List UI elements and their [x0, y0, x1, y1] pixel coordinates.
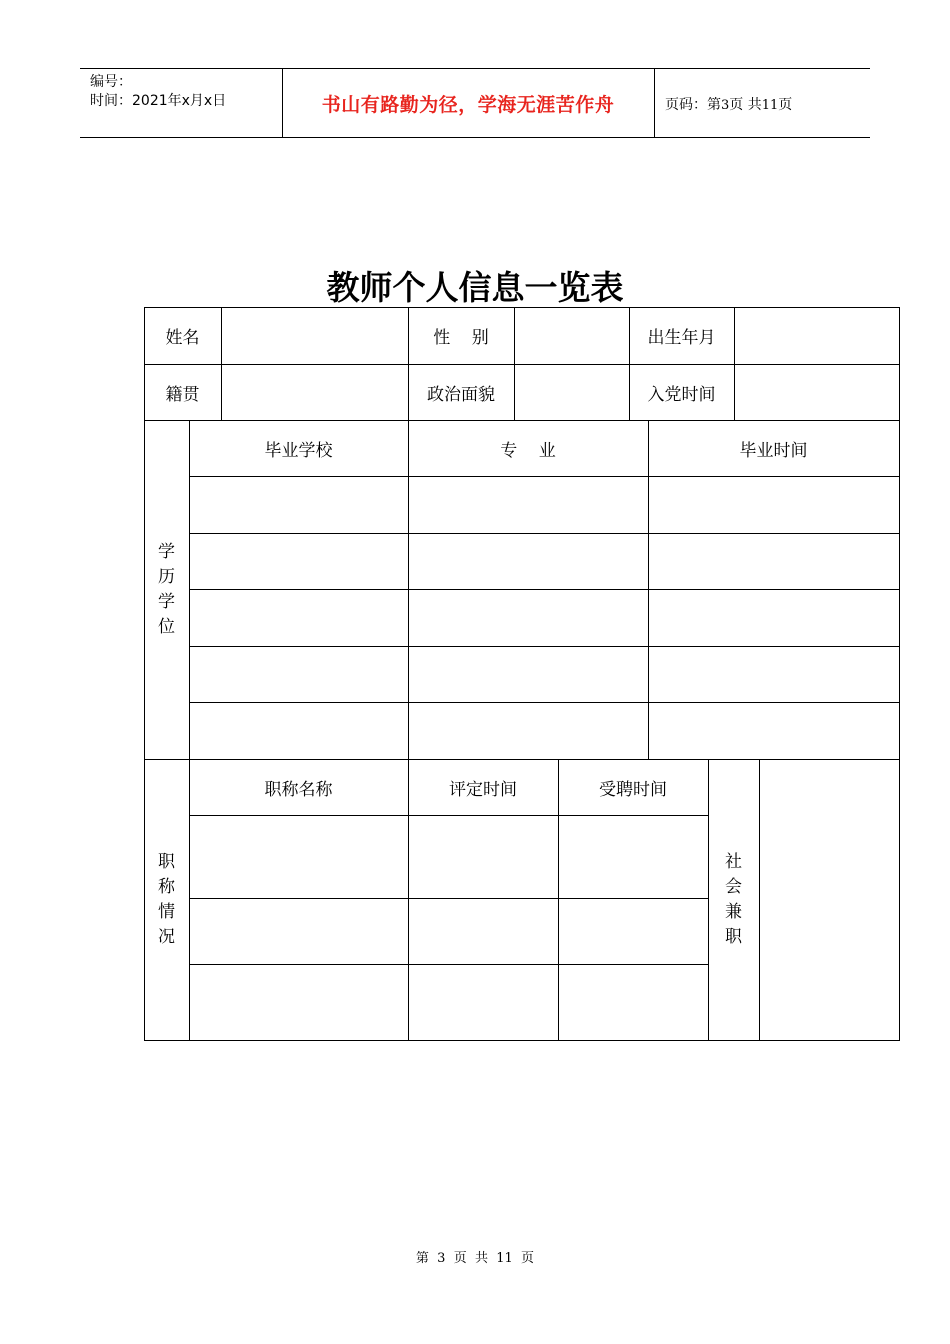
- header-motto: 书山有路勤为径，学海无涯苦作舟: [321, 93, 615, 116]
- time-label: 时间：2021年x月x日: [90, 93, 227, 109]
- social-roles-label: 社 会 兼 职: [725, 851, 742, 947]
- table-line: [189, 702, 900, 703]
- page-total: 11: [761, 98, 779, 113]
- label-birth: 出生年月: [647, 328, 716, 348]
- col-school: 毕业学校: [264, 440, 333, 461]
- table-line: [189, 420, 190, 1040]
- col-hire-date: 受聘时间: [599, 779, 667, 800]
- education-section-label: 学 历 学 位: [158, 541, 175, 637]
- table-line: [189, 815, 709, 816]
- header-page-info: [665, 94, 792, 114]
- page-header: [80, 68, 870, 138]
- label-name: 姓名: [165, 328, 200, 348]
- table-line: [899, 307, 900, 1040]
- table-line: [189, 589, 900, 590]
- table-line: [189, 964, 709, 965]
- label-origin: 籍贯: [165, 384, 200, 405]
- page-mid: 页 共: [729, 97, 762, 113]
- field-party-date[interactable]: [734, 364, 899, 420]
- field-social-roles[interactable]: [759, 759, 899, 1040]
- titles-section-label: 职 称 情 况: [158, 851, 175, 947]
- col-eval-date: 评定时间: [449, 779, 517, 800]
- col-major: 专 业: [500, 440, 556, 461]
- field-birth[interactable]: [734, 307, 899, 364]
- page-label: 页码：第: [665, 97, 721, 113]
- field-politics[interactable]: [514, 364, 629, 420]
- table-line: [189, 646, 900, 647]
- header-meta: [90, 73, 226, 111]
- table-line: [189, 476, 900, 477]
- label-gender: 性 别: [433, 328, 489, 348]
- header-divider: [654, 69, 655, 137]
- field-gender[interactable]: [514, 307, 629, 364]
- table-line: [189, 898, 709, 899]
- page-title: 教师个人信息一览表: [326, 268, 624, 307]
- number-label: 编号：: [90, 74, 132, 90]
- page-footer: 第 3 页 共 11 页: [415, 1251, 535, 1266]
- field-name[interactable]: [221, 307, 408, 364]
- field-origin[interactable]: [221, 364, 408, 420]
- col-title-name: 职称名称: [264, 779, 333, 800]
- label-politics: 政治面貌: [427, 384, 495, 405]
- page-end: 页: [778, 97, 793, 113]
- col-grad-date: 毕业时间: [739, 440, 808, 461]
- page-number: 3: [721, 98, 730, 113]
- label-party-date: 入党时间: [647, 384, 716, 405]
- table-line: [189, 533, 900, 534]
- table-line: [144, 1040, 900, 1041]
